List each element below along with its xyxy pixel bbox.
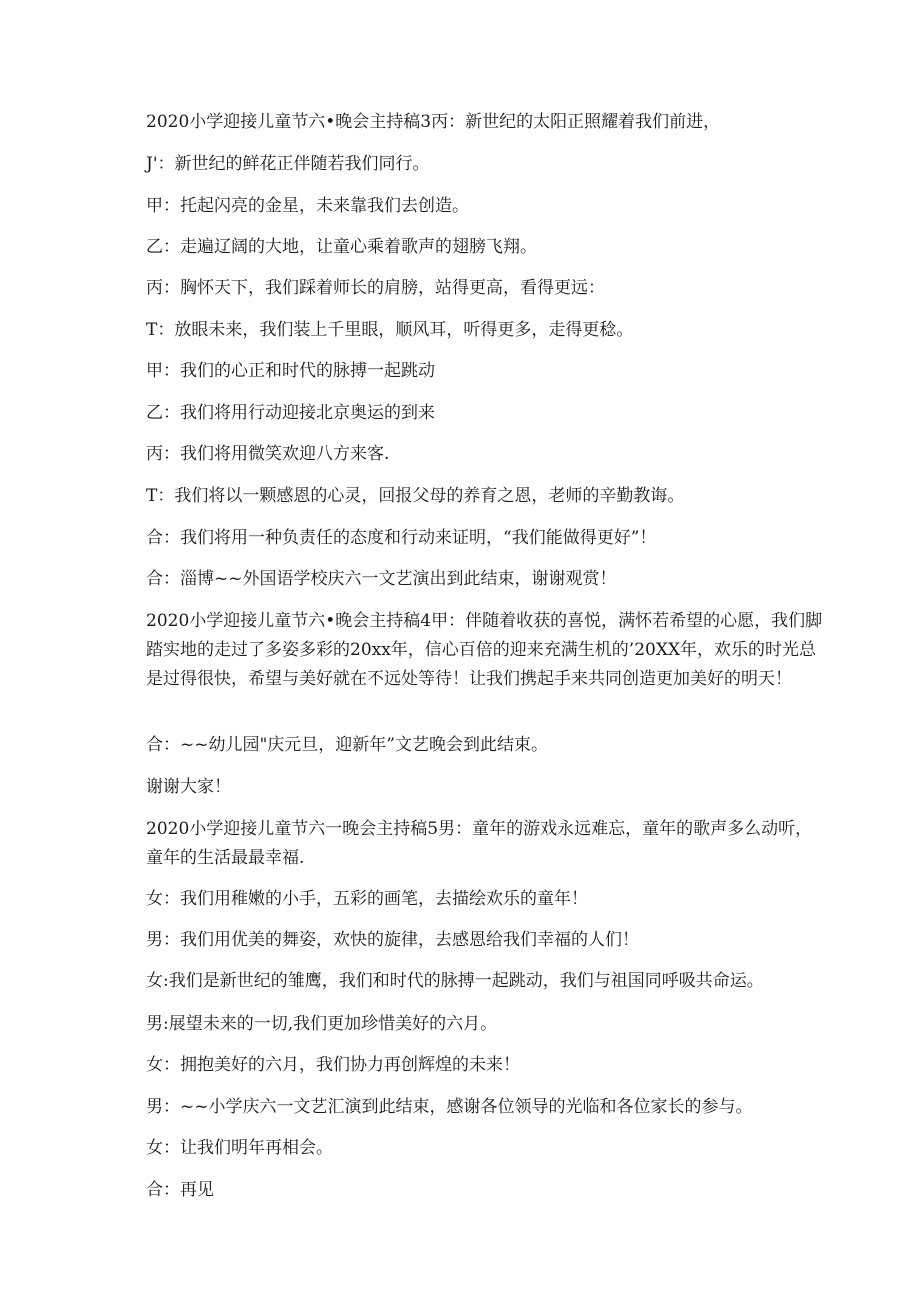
paragraph: T：放眼未来，我们装上千里眼，顺风耳，听得更多，走得更稔。	[146, 320, 634, 340]
paragraph: J'：新世纪的鲜花正伴随若我们同行。	[146, 154, 430, 174]
paragraph: 2020小学迎接儿童节六•晚会主持稿4甲：伴随着收获的喜悦，满怀若希望的心愿，我们脚踏实地的走过了多姿多彩的20xx年，信心百倍的迎来充满生机的’20XX年，欢乐的时光总是过得很快，希望与美好就在不远处等待！让我们携起手来共同创造更加美好的明天！	[146, 611, 823, 689]
paragraph: 丙：我们将用微笑欢迎八方来客.	[146, 444, 390, 464]
paragraph: 男：我们用优美的舞姿，欢快的旋律，去感恩给我们幸福的人们！	[146, 930, 639, 950]
paragraph: 2020小学迎接儿童节六一晚会主持稿5男：童年的游戏永远难忘，童年的歌声多么动听，童年的生活最最幸福.	[146, 819, 813, 868]
paragraph: 女：让我们明年再相会。	[146, 1138, 333, 1158]
paragraph: 乙：走遍辽阔的大地，让童心乘着歌声的翅膀飞翔。	[146, 237, 537, 257]
paragraph: 男:展望未来的一切,我们更加珍惜美好的六月。	[146, 1014, 498, 1034]
paragraph: 合：~~幼儿园"庆元旦，迎新年”文艺晚会到此结束。	[146, 735, 548, 755]
paragraph: 女：我们用稚嫩的小手，五彩的画笔，去描绘欢乐的童年！	[146, 889, 588, 909]
paragraph: 女:我们是新世纪的雏鹰，我们和时代的脉搏一起跳动，我们与祖国同呼吸共命运。	[146, 971, 764, 991]
paragraph: 2020小学迎接儿童节六•晚会主持稿3丙：新世纪的太阳正照耀着我们前进，	[146, 112, 721, 132]
paragraph: 谢谢大家！	[146, 777, 231, 797]
paragraph: 合：再见	[146, 1180, 214, 1200]
paragraph: T：我们将以一颗感恩的心灵，回报父母的养育之恩，老师的辛勤教诲。	[146, 486, 685, 506]
paragraph: 乙：我们将用行动迎接北京奥运的到来	[146, 403, 435, 423]
paragraph: 甲：托起闪亮的金星，未来靠我们去创造。	[146, 196, 469, 216]
paragraph: 合：我们将用一种负责任的态度和行动来证明，“我们能做得更好”！	[146, 528, 657, 548]
paragraph: 合：淄博~~外国语学校庆六一文艺演出到此结束，谢谢观赏！	[146, 569, 617, 589]
paragraph: 女：拥抱美好的六月，我们协力再创辉煌的未来！	[146, 1055, 520, 1075]
paragraph: 男：~~小学庆六一文艺汇演到此结束，感谢各位领导的光临和各位家长的参与。	[146, 1097, 753, 1117]
paragraph: 甲：我们的心正和时代的脉搏一起跳动	[146, 361, 435, 381]
paragraph: 丙：胸怀天下，我们踩着师长的肩膀，站得更高，看得更远：	[146, 278, 605, 298]
